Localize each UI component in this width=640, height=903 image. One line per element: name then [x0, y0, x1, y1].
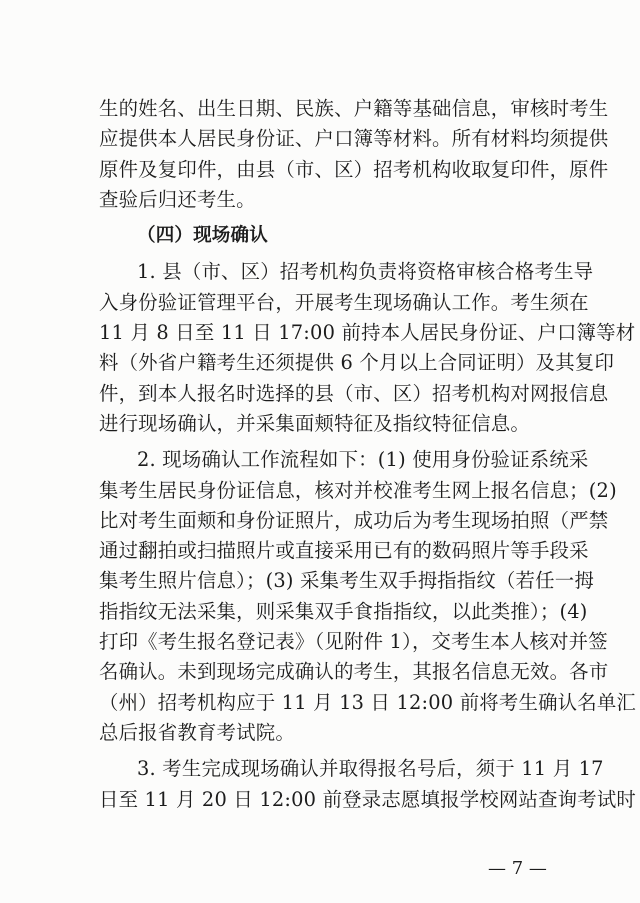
paragraph-line: 比对考生面颊和身份证照片，成功后为考生现场拍照（严禁 — [99, 508, 609, 532]
section-heading: （四）现场确认 — [137, 225, 268, 247]
paragraph-line: 2. 现场确认工作流程如下：(1) 使用身份验证系统采 — [137, 448, 589, 472]
paragraph-line: 生的姓名、出生日期、民族、户籍等基础信息，审核时考生 — [99, 97, 609, 120]
paragraph-line: 原件及复印件，由县（市、区）招考机构收取复印件，原件 — [99, 157, 609, 181]
paragraph-line: 件，到本人报名时选择的县（市、区）招考机构对网报信息 — [99, 381, 609, 405]
paragraph-line: 通过翻拍或扫描照片或直接采用已有的数码照片等手段采 — [99, 539, 589, 563]
paragraph-line: 1. 县（市、区）招考机构负责将资格审核合格考生导 — [137, 260, 594, 284]
document-body — [99, 94, 637, 815]
paragraph-line: （州）招考机构应于 11 月 13 日 12:00 前将考生确认名单汇 — [99, 690, 637, 714]
paragraph-line: 日至 11 月 20 日 12:00 前登录志愿填报学校网站查询考试时 — [99, 787, 637, 811]
paragraph-line: 11 月 8 日至 11 日 17:00 前持本人居民身份证、户口簿等材 — [99, 321, 636, 345]
paragraph-line: 指指纹无法采集，则采集双手食指指纹，以此类推）；(4) — [99, 599, 588, 623]
paragraph-line: 入身份验证管理平台，开展考生现场确认工作。考生须在 — [99, 290, 589, 314]
paragraph-line: 打印《考生报名登记表》（见附件 1），交考生本人核对并签 — [99, 630, 608, 654]
paragraph-line: 集考生照片信息）；(3) 采集考生双手拇指指纹（若任一拇 — [99, 569, 594, 593]
paragraph-line: 集考生居民身份证信息，核对并校准考生网上报名信息；(2) — [99, 478, 617, 502]
paragraph-line: 总后报省教育考试院。 — [99, 720, 295, 744]
paragraph-line: 进行现场确认，并采集面颊特征及指纹特征信息。 — [99, 411, 530, 435]
paragraph-line: 名确认。未到现场完成确认的考生，其报名信息无效。各市 — [99, 660, 609, 684]
paragraph-line: 查验后归还考生。 — [99, 187, 256, 211]
paragraph-line: 应提供本人居民身份证、户口簿等材料。所有材料均须提供 — [99, 127, 609, 151]
paragraph-line: 料（外省户籍考生还须提供 6 个月以上合同证明）及其复印 — [99, 351, 615, 375]
paragraph-line: 3. 考生完成现场确认并取得报名号后，须于 11 月 17 — [137, 757, 604, 781]
page-number: — 7 — — [488, 858, 547, 879]
